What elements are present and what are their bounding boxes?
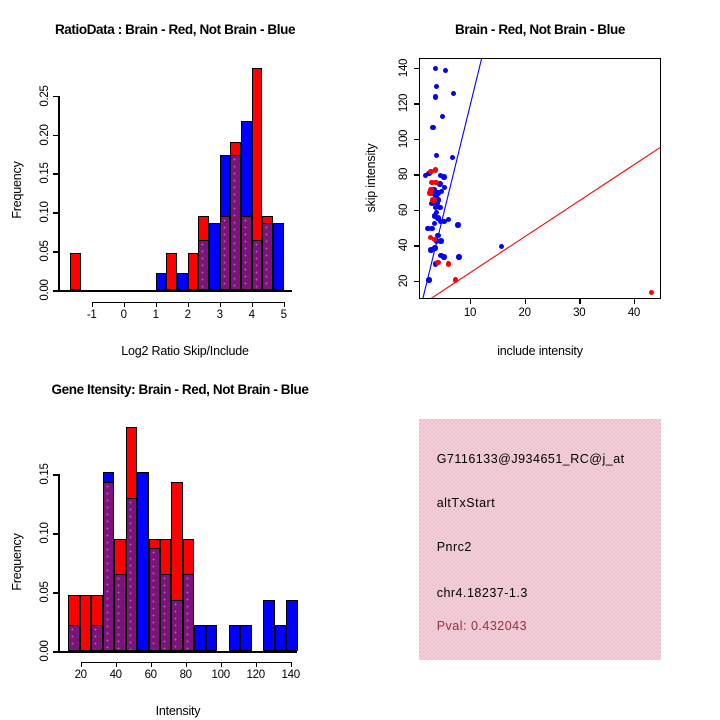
scatter-point-not-brain: [438, 238, 444, 244]
y-axis-tick: [53, 474, 58, 476]
histogram-bar-blue: [263, 600, 274, 651]
x-tick-label: 0: [120, 308, 127, 321]
scatter-point-not-brain: [430, 125, 436, 131]
y-tick-label: 0.15: [39, 463, 52, 485]
ratio-hist-y-axis-label: Frequency: [10, 161, 24, 219]
scatter-point-brain: [432, 197, 438, 203]
x-axis-tick: [525, 299, 527, 304]
histogram-bar-overlap: [126, 498, 137, 652]
x-axis-tick: [81, 662, 83, 667]
x-axis-tick: [188, 302, 190, 307]
histogram-baseline: [58, 651, 297, 653]
histogram-bar-overlap: [114, 574, 125, 651]
scatter-point-not-brain: [433, 94, 439, 100]
x-tick-label: 10: [463, 307, 477, 320]
histogram-bar-overlap: [198, 240, 209, 291]
ratio-hist-x-axis-label: Log2 Ratio Skip/Include: [121, 344, 249, 358]
histogram-bar-overlap: [183, 574, 194, 651]
y-tick-label: 0.10: [39, 201, 52, 224]
x-axis-tick: [116, 662, 118, 667]
y-tick-label: 120: [398, 94, 411, 113]
x-axis-tick: [256, 662, 258, 667]
x-tick-label: 140: [281, 668, 300, 681]
x-tick-label: 2: [184, 308, 191, 321]
event-type-text: altTxStart: [436, 495, 496, 510]
scatter-x-axis-label: include intensity: [497, 344, 583, 358]
panel-gene-info: [360, 360, 720, 720]
x-axis-tick: [634, 299, 636, 304]
ratio-hist-title: RatioData : Brain - Red, Not Brain - Blue: [54, 22, 296, 37]
x-tick-label: 20: [74, 668, 87, 681]
scatter-point-not-brain: [443, 68, 449, 74]
scatter-box: [419, 58, 661, 299]
scatter-point-brain: [435, 260, 441, 266]
x-tick-label: -1: [86, 308, 97, 321]
histogram-bar-red: [70, 253, 81, 290]
y-tick-label: 40: [398, 239, 411, 252]
x-axis-tick: [220, 302, 222, 307]
histogram-bar-blue: [273, 223, 284, 291]
x-axis-tick: [221, 662, 223, 667]
x-axis-tick: [284, 302, 286, 307]
y-tick-label: 0.25: [39, 85, 52, 107]
scatter-point-not-brain: [441, 174, 447, 180]
scatter-point-not-brain: [441, 254, 447, 260]
gene-hist-title: Gene Itensity: Brain - Red, Not Brain - Blue: [51, 382, 309, 397]
y-axis-tick: [414, 139, 419, 141]
x-tick-label: 4: [248, 308, 255, 321]
histogram-bar-overlap: [252, 240, 263, 291]
y-axis-tick: [414, 281, 419, 283]
histogram-baseline: [58, 290, 292, 292]
histogram-bar-overlap: [262, 223, 273, 291]
probe-id-text: G7116133@J934651_RC@j_at: [436, 451, 625, 466]
histogram-bar-blue: [275, 625, 286, 651]
y-tick-label: 0.00: [39, 279, 52, 301]
histogram-bar-overlap: [171, 600, 182, 651]
y-tick-label: 20: [398, 274, 411, 288]
histogram-bar-overlap: [91, 625, 102, 651]
histogram-bar-overlap: [230, 155, 241, 290]
panel-gene-intensity-histogram: [0, 360, 360, 720]
scatter-title: Brain - Red, Not Brain - Blue: [455, 22, 625, 37]
y-axis-tick: [53, 135, 58, 137]
y-axis-tick: [53, 592, 58, 594]
locus-text: chr4.18237-1.3: [436, 585, 528, 600]
y-tick-label: 0.10: [39, 522, 52, 544]
histogram-bar-overlap: [149, 548, 160, 651]
y-tick-label: 140: [398, 58, 411, 77]
histogram-bar-blue: [206, 625, 217, 651]
gene-info-box: [419, 419, 661, 661]
y-axis-tick: [53, 290, 58, 292]
x-tick-label: 1: [152, 308, 159, 321]
y-tick-label: 0.05: [39, 240, 52, 262]
y-tick-label: 100: [398, 129, 411, 148]
x-axis-tick: [156, 302, 158, 307]
x-axis-tick: [579, 299, 581, 304]
x-axis-tick: [92, 302, 94, 307]
scatter-point-not-brain: [428, 247, 434, 253]
y-axis-tick: [414, 103, 419, 105]
x-tick-label: 60: [144, 668, 157, 681]
scatter-point-brain: [432, 237, 438, 243]
x-tick-label: 30: [573, 307, 586, 320]
x-tick-label: 100: [211, 668, 230, 681]
x-tick-label: 40: [627, 307, 641, 320]
histogram-bar-red: [80, 595, 91, 652]
panel-ratio-histogram: [0, 0, 360, 360]
y-axis-tick: [414, 245, 419, 247]
fit-lines: [420, 59, 661, 299]
histogram-bar-red: [166, 253, 177, 290]
x-axis-tick: [470, 299, 472, 304]
y-axis-tick: [53, 96, 58, 98]
x-tick-label: 20: [518, 307, 531, 320]
y-axis-tick: [53, 533, 58, 535]
brain-fit-line: [429, 147, 661, 300]
histogram-bar-blue: [240, 625, 251, 651]
y-axis-tick: [53, 212, 58, 214]
y-axis-tick: [53, 251, 58, 253]
histogram-bar-blue: [177, 273, 188, 290]
y-axis-tick: [53, 173, 58, 175]
y-axis-line: [58, 96, 60, 292]
gene-name-text: Pnrc2: [436, 539, 472, 554]
pval-text: Pval: 0.432043: [436, 618, 528, 633]
y-tick-label: 60: [398, 203, 411, 216]
scatter-point-brain: [433, 167, 439, 173]
gene-hist-y-axis-label: Frequency: [10, 533, 24, 591]
x-axis-tick: [186, 662, 188, 667]
x-axis-tick: [291, 662, 293, 667]
scatter-y-axis-label: skip intensity: [364, 143, 378, 213]
histogram-bar-blue: [156, 273, 167, 290]
y-tick-label: 80: [398, 168, 411, 181]
scatter-point-brain: [428, 187, 434, 193]
gene-hist-x-axis-label: Intensity: [155, 704, 201, 718]
y-tick-label: 0.15: [39, 162, 52, 185]
x-tick-label: 5: [280, 308, 287, 321]
histogram-bar-overlap: [160, 574, 171, 651]
scatter-point-brain: [433, 180, 439, 186]
x-tick-label: 80: [179, 668, 192, 681]
histogram-bar-blue: [286, 600, 297, 651]
x-tick-label: 3: [216, 308, 223, 321]
scatter-point-not-brain: [455, 222, 461, 228]
y-axis-tick: [53, 651, 58, 653]
y-tick-label: 0.20: [39, 123, 52, 146]
x-axis-tick: [124, 302, 126, 307]
histogram-bar-blue: [137, 472, 148, 652]
y-axis-tick: [414, 174, 419, 176]
y-tick-label: 0.00: [39, 640, 52, 662]
histogram-bar-blue: [194, 625, 205, 651]
panel-intensity-scatter: [360, 0, 720, 360]
x-tick-label: 40: [109, 668, 122, 681]
histogram-bar-overlap: [68, 625, 79, 651]
histogram-bar-red: [188, 253, 199, 290]
scatter-point-not-brain: [456, 254, 462, 260]
x-tick-label: 120: [246, 668, 265, 681]
histogram-bar-overlap: [220, 216, 231, 290]
y-tick-label: 0.05: [39, 581, 52, 603]
histogram-bar-overlap: [103, 482, 114, 651]
histogram-bar-blue: [229, 625, 240, 651]
x-axis-tick: [252, 302, 254, 307]
y-axis-tick: [414, 68, 419, 70]
y-axis-tick: [414, 210, 419, 212]
histogram-bar-blue: [209, 223, 220, 291]
scatter-point-not-brain: [426, 277, 432, 283]
y-axis-line: [58, 474, 60, 653]
histogram-bar-overlap: [241, 216, 252, 290]
x-axis-tick: [151, 662, 153, 667]
